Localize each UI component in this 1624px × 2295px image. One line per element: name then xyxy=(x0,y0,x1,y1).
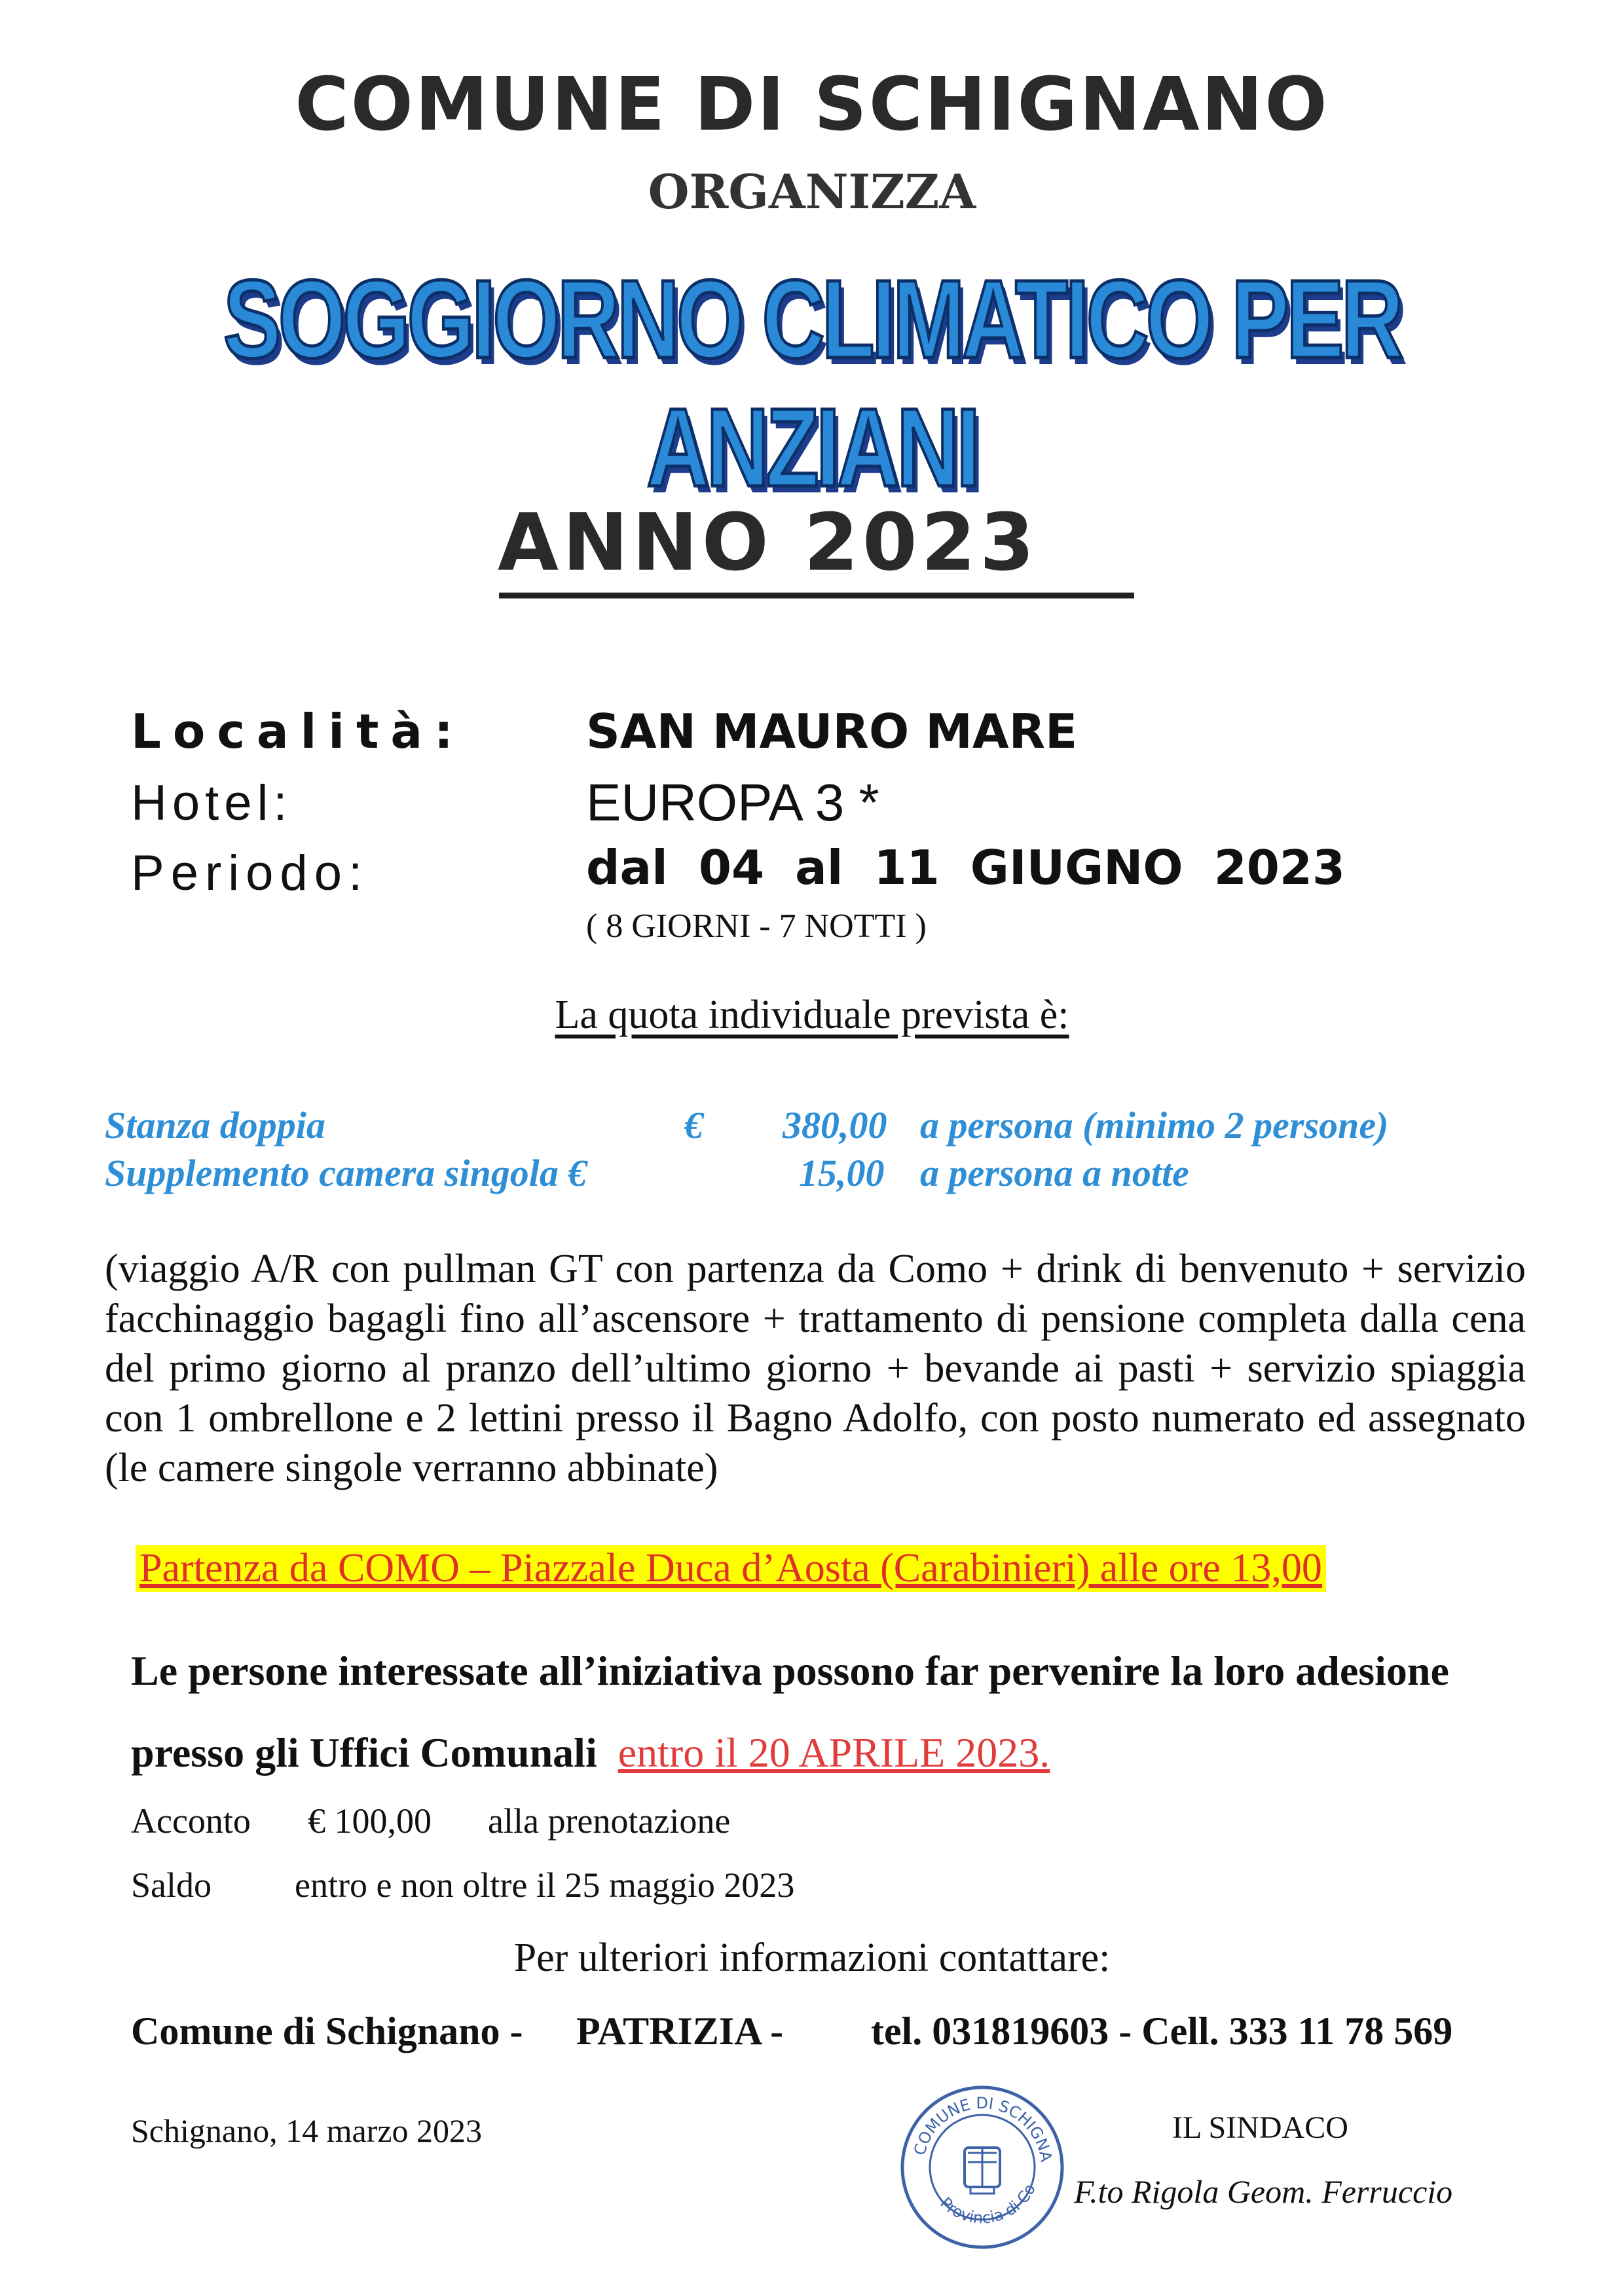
svg-text:Provincia di Como: Provincia di Co xyxy=(936,2180,1040,2228)
hotel-value: EUROPA 3 * xyxy=(586,773,879,832)
contatti-ente: Comune di Schignano - xyxy=(131,2010,523,2053)
acconto-amount: € 100,00 xyxy=(308,1801,432,1841)
svg-text:COMUNE DI SCHIGNANO: COMUNE DI SCHIGNA xyxy=(910,2093,1056,2163)
sindaco-firma: F.to Rigola Geom. Ferruccio xyxy=(1074,2173,1453,2210)
descrizione-paragraph: (viaggio A/R con pullman GT con partenza da Como + drink di benvenuto + servizio facchinaggio bagagli fino all’ascensore + trattamento di pensione completa dalla cena del primo giorno al pranzo dell’ultimo giorno + bevande ai pasti + servizio spiaggia con 1 ombrellone e 2 lettini presso il Bagno Adolfo, con posto numerato ed assegnato (le camere singole verranno abbinate) xyxy=(105,1247,1526,1490)
acconto-note: alla prenotazione xyxy=(488,1801,731,1841)
event-title: SOGGIORNO CLIMATICO PER ANZIANI xyxy=(223,257,1401,510)
periodo-label: Periodo: xyxy=(131,845,369,901)
quota-row-label: Supplemento camera singola € xyxy=(105,1152,587,1194)
year-heading: ANNO 2023 xyxy=(498,498,1039,589)
saldo-label: Saldo xyxy=(131,1865,212,1905)
year-underline xyxy=(499,593,1134,598)
acconto-label: Acconto xyxy=(131,1801,251,1841)
adesione-line-2 xyxy=(131,1729,1050,1777)
quota-row-note: a persona a notte xyxy=(920,1152,1189,1194)
localita-value: SAN MAURO MARE xyxy=(586,704,1078,759)
saldo-note: entro e non oltre il 25 maggio 2023 xyxy=(295,1865,795,1905)
quota-row-amount: 15,00 xyxy=(799,1152,885,1194)
localita-label: Località: xyxy=(131,704,465,759)
contatti-telefono: tel. 031819603 - Cell. 333 11 78 569 xyxy=(871,2010,1453,2053)
partenza-highlight: Partenza da COMO – Piazzale Duca d’Aosta (Carabinieri) alle ore 13,00 xyxy=(136,1545,1326,1592)
quota-row-label: Stanza doppia xyxy=(105,1104,325,1147)
contatti-intro: Per ulteriori informazioni contattare: xyxy=(513,1936,1111,1980)
quota-intro: La quota individuale prevista è: xyxy=(555,993,1069,1037)
quota-row-currency: € xyxy=(684,1104,703,1147)
adesione-prefix: presso gli Uffici Comunali xyxy=(131,1729,597,1776)
durata-text: ( 8 GIORNI - 7 NOTTI ) xyxy=(586,908,927,945)
luogo-data: Schignano, 14 marzo 2023 xyxy=(131,2112,483,2149)
hotel-label: Hotel: xyxy=(131,775,293,831)
periodo-value: dal 04 al 11 GIUGNO 2023 xyxy=(586,840,1346,895)
municipal-seal-stamp xyxy=(897,2082,1067,2252)
organizza-heading: ORGANIZZA xyxy=(648,164,976,219)
quota-row-note: a persona (minimo 2 persone) xyxy=(920,1104,1389,1147)
quota-row-amount: 380,00 xyxy=(783,1104,887,1147)
comune-heading: COMUNE DI SCHIGNANO xyxy=(295,62,1329,147)
contatti-nome: PATRIZIA - xyxy=(576,2010,784,2053)
adesione-deadline: entro il 20 APRILE 2023. xyxy=(618,1729,1050,1776)
adesione-line-1: Le persone interessate all’iniziativa possono far pervenire la loro adesione xyxy=(131,1647,1449,1694)
sindaco-title: IL SINDACO xyxy=(1172,2110,1348,2145)
